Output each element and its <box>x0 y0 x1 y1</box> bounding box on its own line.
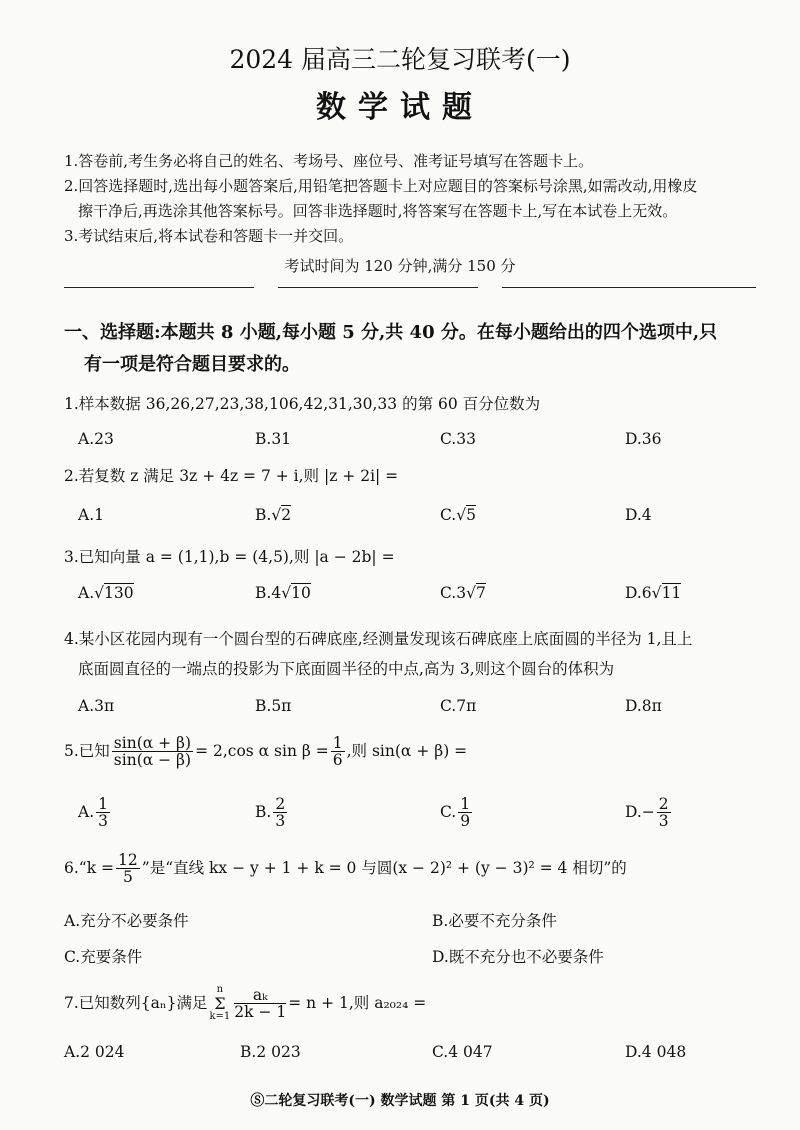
q6-option-c: C.充要条件 <box>64 948 143 966</box>
q7-option-c: C.4 047 <box>432 1043 493 1061</box>
q6-option-b: B.必要不充分条件 <box>432 912 557 930</box>
q7-option-d: D.4 048 <box>625 1043 687 1061</box>
q1-option-a: A.23 <box>78 430 114 448</box>
q5-option-d: D.− $\frac{2}{3}$ <box>625 795 669 831</box>
q6-option-a: A.充分不必要条件 <box>64 912 189 930</box>
subject-title: 数学试题 <box>316 90 484 125</box>
q3-option-c: C.3√7 <box>440 584 486 602</box>
page-footer: Ⓢ二轮复习联考(一) 数学试题 第 1 页(共 4 页) <box>250 1093 550 1109</box>
question-1: 1.样本数据 36,26,27,23,38,106,42,31,30,33 的第 60 百分位数为 <box>64 395 541 413</box>
q5-option-b: B. $\frac{2}{3}$ <box>255 795 286 831</box>
exam-title: 2024 届高三二轮复习联考(一) <box>229 45 571 74</box>
section-heading-cont: 有一项是符合题目要求的。 <box>84 354 300 375</box>
q3-option-b: B.4√10 <box>255 584 311 602</box>
instruction-1: 1.答卷前,考生务必将自己的姓名、考场号、座位号、准考证号填写在答题卡上。 <box>64 152 594 170</box>
question-4-cont: 底面圆直径的一端点的投影为下底面圆半径的中点,高为 3,则这个圆台的体积为 <box>78 660 615 678</box>
question-6: 6.“k = $\frac{12}{5}$ ”是“直线 kx − y + 1 + k = 0 与圆(x − 2)² + (y − 3)² = 4 相切”的 <box>64 851 627 887</box>
q2-option-d: D.4 <box>625 506 652 524</box>
question-4: 4.某小区花园内现有一个圆台型的石碑底座,经测量发现该石碑底座上底面圆的半径为 1,且上 <box>64 630 693 648</box>
q7-sum-symbol: n Σ k=1 <box>209 984 231 1023</box>
q4-option-d: D.8π <box>625 697 662 715</box>
q2-option-a: A.1 <box>78 506 104 524</box>
q5-value-fraction: $\frac{1}{6}$ <box>332 734 343 770</box>
q4-option-a: A.3π <box>78 697 115 715</box>
footer-mark-icon: Ⓢ <box>250 1093 265 1109</box>
instruction-3: 3.考试结束后,将本试卷和答题卡一并交回。 <box>64 227 354 245</box>
q7-option-b: B.2 023 <box>240 1043 301 1061</box>
q2-option-c: C.√5 <box>440 506 476 524</box>
q6-fraction: $\frac{12}{5}$ <box>118 851 138 887</box>
q2-option-b: B.√2 <box>255 506 292 524</box>
q5-option-a: A. $\frac{1}{3}$ <box>78 795 108 831</box>
divider-middle <box>278 287 478 288</box>
q5-ratio-fraction: $\frac{\sin(\alpha + \beta)}{\sin(\alpha - \beta)}$ <box>113 734 192 770</box>
q3-option-d: D.6√11 <box>625 584 682 602</box>
q7-option-a: A.2 024 <box>64 1043 125 1061</box>
q1-option-b: B.31 <box>255 430 292 448</box>
q1-option-c: C.33 <box>440 430 476 448</box>
section-heading: 一、选择题:本题共 8 小题,每小题 5 分,共 40 分。在每小题给出的四个选项中,只 <box>64 322 718 343</box>
q7-fraction: $\frac{\text{aₖ}}{2k - 1}$ <box>234 986 287 1022</box>
question-5: 5.已知 $\frac{\sin(\alpha + \beta)}{\sin(\alpha - \beta)}$ = 2,cos α sin β = $\frac{1}{6}$ ,则 sin(α + β) = <box>64 734 468 770</box>
divider-left <box>64 287 254 288</box>
question-2: 2.若复数 z 满足 3z + 4z = 7 + i,则 |z + 2i| = <box>64 467 399 485</box>
instruction-2: 2.回答选择题时,选出每小题答案后,用铅笔把答题卡上对应题目的答案标号涂黑,如需改动,用橡皮 <box>64 177 698 195</box>
question-3: 3.已知向量 a = (1,1),b = (4,5),则 |a − 2b| = <box>64 548 395 566</box>
q6-option-d: D.既不充分也不必要条件 <box>432 948 604 966</box>
q5-option-c: C. $\frac{1}{9}$ <box>440 795 471 831</box>
q4-option-c: C.7π <box>440 697 477 715</box>
q3-option-a: A.√130 <box>78 584 134 602</box>
exam-time: 考试时间为 120 分钟,满分 150 分 <box>284 257 516 275</box>
instruction-2-cont: 擦干净后,再选涂其他答案标号。回答非选择题时,将答案写在答题卡上,写在本试卷上无效。 <box>78 202 678 220</box>
divider-right <box>502 287 756 288</box>
q1-option-d: D.36 <box>625 430 662 448</box>
q4-option-b: B.5π <box>255 697 292 715</box>
question-7: 7.已知数列{aₙ}满足 n Σ k=1 $\frac{\text{aₖ}}{2k - 1}$ = n + 1,则 a₂₀₂₄ = <box>64 984 427 1023</box>
